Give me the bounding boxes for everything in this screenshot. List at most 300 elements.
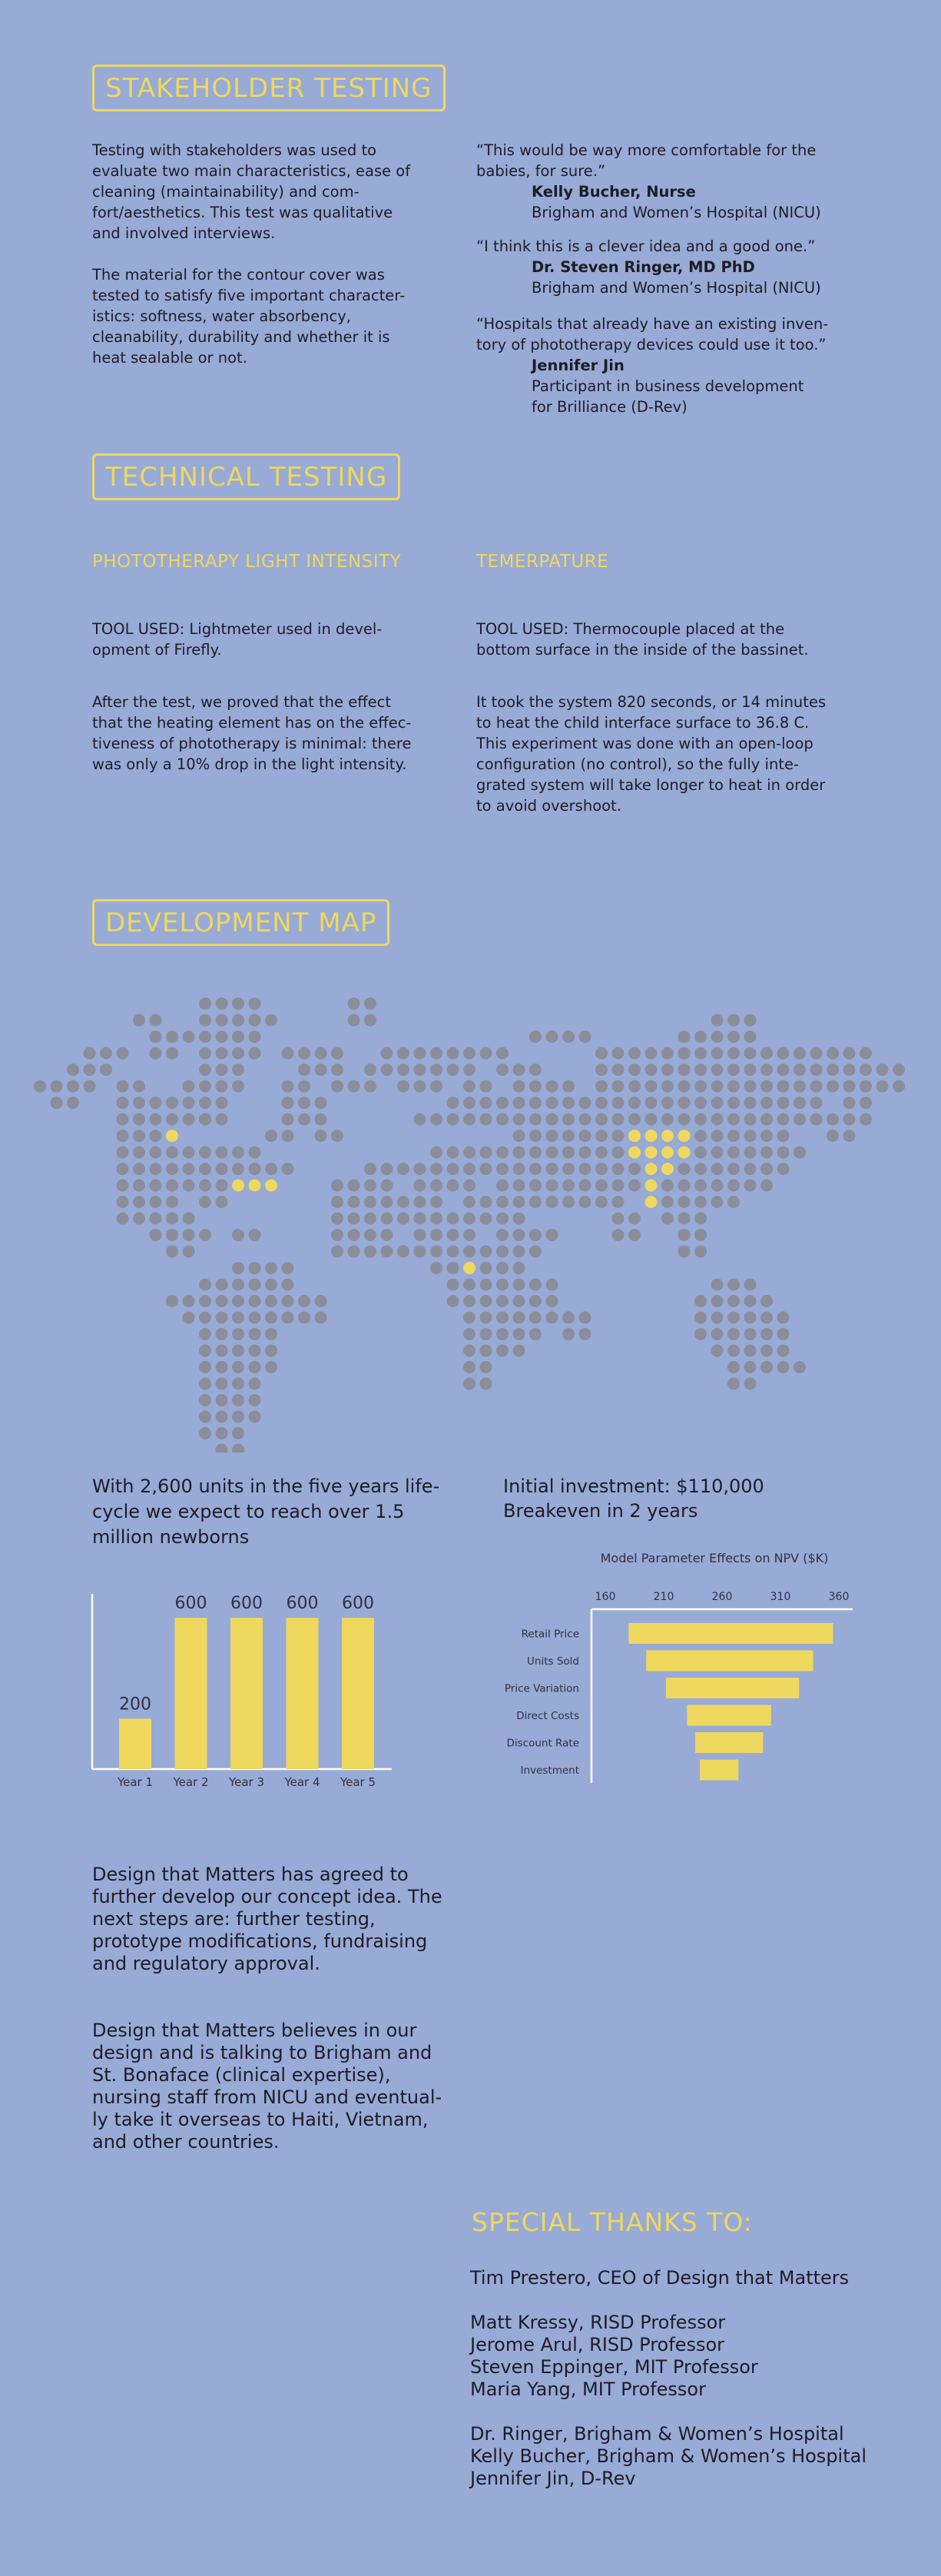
map-dot [232,1229,244,1241]
map-dot [694,1229,707,1241]
map-dot [249,1229,261,1241]
map-dot [760,1147,773,1159]
map-dot [216,1312,228,1324]
map-dot [480,1213,492,1225]
map-dot [447,1262,459,1274]
map-dot [678,1064,691,1076]
map-dot [661,1097,674,1109]
map-dot [150,1147,162,1159]
map-dot [430,1114,442,1126]
map-dot [199,1064,211,1076]
map-dot [117,1081,129,1093]
temperature-heading: TEMERPATURE [476,552,609,572]
map-dot [744,1378,757,1390]
map-dot [612,1047,625,1060]
map-dot [612,1213,625,1225]
map-dot [744,1064,757,1076]
map-dot [199,1345,211,1357]
map-dot [447,1114,459,1126]
map-dot [513,1229,525,1241]
map-dot [513,1295,525,1307]
map-dot [562,1114,575,1126]
map-dot [150,1213,162,1225]
map-dot [513,1312,525,1324]
map-dot [282,1312,294,1324]
map-dot [414,1246,426,1258]
map-dot [529,1097,542,1109]
map-dot [480,1097,492,1109]
map-dot [133,1114,145,1126]
map-dot [183,1081,195,1093]
map-dot [760,1180,773,1192]
map-dot [232,1014,244,1027]
map-dot [711,1130,724,1142]
map-dot [397,1213,409,1225]
map-dot [827,1130,839,1142]
map-dot [727,1081,740,1093]
map-dot [463,1328,475,1340]
map-dot [67,1064,79,1076]
map-dot [183,1229,195,1241]
map-dot [232,1147,244,1159]
map-dot [183,1312,195,1324]
map-dot-highlight [645,1196,658,1208]
map-dot [529,1295,542,1307]
thanks-item: Maria Yang, MIT Professor [470,2378,706,2400]
map-dot [463,1378,475,1390]
map-dot [216,1345,228,1357]
map-dot [579,1196,591,1208]
map-dot [760,1312,773,1324]
map-dot [694,1031,707,1043]
map-dot [579,1180,591,1192]
map-dot [727,1130,740,1142]
map-dot-highlight [661,1163,674,1175]
quote-org: Brigham and Women’s Hospital (NICU) [532,204,821,221]
map-dot [199,1279,211,1291]
thanks-item: Kelly Bucher, Brigham & Women’s Hospital [470,2445,866,2467]
map-dot [282,1097,294,1109]
map-dot [150,1196,162,1208]
map-dot-highlight [463,1262,475,1274]
map-dot [348,998,360,1010]
map-dot-highlight [645,1180,658,1192]
map-dot [249,1411,261,1423]
map-dot [199,1031,211,1043]
map-dot [232,1295,244,1307]
map-dot [199,1047,211,1060]
map-dot [199,1114,211,1126]
map-dot [298,1081,310,1093]
map-dot [430,1163,442,1175]
map-dot [364,1163,376,1175]
map-dot [678,1047,691,1060]
map-dot [463,1246,475,1258]
map-dot [843,1114,856,1126]
map-dot [727,1378,740,1390]
map-dot [265,1345,277,1357]
map-dot [463,1047,475,1060]
map-dot [777,1114,790,1126]
map-dot [628,1114,641,1126]
map-dot [150,1014,162,1027]
map-dot [117,1047,129,1060]
map-dot [364,1014,376,1027]
map-dot [529,1328,542,1340]
map-dot [496,1047,509,1060]
map-dot [612,1097,625,1109]
map-dot [645,1097,658,1109]
map-dot [612,1064,625,1076]
map-dot [381,1246,393,1258]
map-dot [315,1047,327,1060]
x-tick-label: 310 [770,1591,791,1603]
map-dot [463,1279,475,1291]
map-dot [513,1213,525,1225]
map-dot [282,1295,294,1307]
map-dot [150,1229,162,1241]
map-dot [414,1213,426,1225]
map-dot [678,1163,691,1175]
map-dot [117,1097,129,1109]
map-dot [133,1180,145,1192]
map-dot [232,1312,244,1324]
map-dot [678,1081,691,1093]
map-dot [711,1345,724,1357]
thanks-title: SPECIAL THANKS TO: [472,2207,753,2237]
map-dot [463,1180,475,1192]
map-dot [810,1064,823,1076]
development-title: DEVELOPMENT MAP [92,899,389,946]
map-dot [430,1229,442,1241]
map-dot [216,1411,228,1423]
map-dot [546,1163,558,1175]
map-dot [727,1097,740,1109]
y-category-label: Price Variation [504,1682,579,1695]
map-dot [579,1130,591,1142]
map-dot [166,1163,178,1175]
map-dot [117,1147,129,1159]
map-dot [249,998,261,1010]
map-dot [727,1279,740,1291]
map-dot [381,1180,393,1192]
map-dot [331,1081,343,1093]
map-dot [480,1345,492,1357]
map-dot [133,1097,145,1109]
map-dot [216,1378,228,1390]
x-tick-label: Year 2 [173,1775,209,1789]
map-dot [612,1180,625,1192]
map-dot [496,1147,509,1159]
map-dot [331,1047,343,1060]
map-dot [893,1081,905,1093]
map-dot [827,1081,839,1093]
map-dot [496,1213,509,1225]
map-dot [744,1114,757,1126]
map-dot [513,1097,525,1109]
map-dot [760,1081,773,1093]
map-dot [827,1047,839,1060]
map-dot [496,1312,509,1324]
map-dot [513,1279,525,1291]
map-dot [727,1163,740,1175]
map-dot [711,1147,724,1159]
map-dot [331,1180,343,1192]
stakeholder-para1: Testing with stakeholders was used to evaluate two main characteristics, ease of cleaning (maintainability) and com-fort/aesthetics. This test was qualitative and involved interviews. [92,141,411,242]
map-dot [480,1246,492,1258]
map-dot [628,1213,641,1225]
map-dot [183,1180,195,1192]
map-dot [628,1229,641,1241]
quote-text: “I think this is a clever idea and a good one.” [476,237,816,255]
map-dot [794,1081,806,1093]
map-dot [199,1097,211,1109]
stakeholder-para2: The material for the contour cover was tested to satisfy five important character-istics: softness, water absorbency, cleanability, durability and whether it is heat sealable or not. [92,266,406,367]
map-dot [595,1130,608,1142]
map-dot [744,1295,757,1307]
map-dot [893,1064,905,1076]
map-dot [364,998,376,1010]
x-tick-label: 210 [653,1591,674,1603]
map-dot [760,1047,773,1060]
map-dot [496,1262,509,1274]
map-dot [777,1345,790,1357]
map-dot [496,1097,509,1109]
map-dot [331,1213,343,1225]
map-dot [397,1196,409,1208]
map-dot [694,1196,707,1208]
map-dot [463,1081,475,1093]
map-dot [843,1064,856,1076]
map-dot [199,1180,211,1192]
map-dot [298,1114,310,1126]
map-dot [612,1196,625,1208]
map-dot [694,1097,707,1109]
map-dot [661,1213,674,1225]
map-dot [150,1180,162,1192]
map-dot [348,1196,360,1208]
map-dot [645,1064,658,1076]
map-dot [513,1328,525,1340]
map-dot [430,1213,442,1225]
map-dot [777,1361,790,1373]
map-dot [381,1047,393,1060]
map-dot [430,1047,442,1060]
map-dot [199,1378,211,1390]
quote-org: Participant in business development for Brilliance (D-Rev) [532,377,804,416]
map-dot [249,1014,261,1027]
map-dot [216,1180,228,1192]
quote-text: “This would be way more comfortable for the babies, for sure.” [476,141,817,180]
map-dot [51,1097,63,1109]
map-dot [480,1378,492,1390]
map-dot [727,1345,740,1357]
map-dot [711,1031,724,1043]
map-dot [513,1064,525,1076]
map-dot [67,1097,79,1109]
map-dot [546,1279,558,1291]
map-dot [678,1229,691,1241]
map-dot [232,1262,244,1274]
map-dot [744,1361,757,1373]
map-dot [480,1262,492,1274]
technical-title: TECHNICAL TESTING [92,453,400,500]
map-dot [150,1047,162,1060]
map-dot [562,1312,575,1324]
map-dot [876,1064,889,1076]
x-tick-label: Year 1 [117,1775,154,1789]
map-dot [117,1163,129,1175]
thanks-list [470,2267,866,2490]
map-dot [381,1213,393,1225]
map-dot [133,1147,145,1159]
map-dot [447,1097,459,1109]
map-dot [232,1345,244,1357]
map-dot [529,1081,542,1093]
map-dot [760,1114,773,1126]
map-dot [843,1130,856,1142]
bar-value-label: 600 [174,1594,207,1614]
map-dot-highlight [628,1130,641,1142]
map-dot [513,1163,525,1175]
map-dot [364,1180,376,1192]
map-dot [628,1064,641,1076]
map-dot [430,1246,442,1258]
map-dot [760,1361,773,1373]
map-dot [414,1163,426,1175]
map-dot [760,1130,773,1142]
map-dot [216,1295,228,1307]
bar [342,1618,374,1769]
map-dot [249,1295,261,1307]
map-dot [430,1064,442,1076]
map-dot [678,1246,691,1258]
map-dot [794,1064,806,1076]
map-dot [694,1328,707,1340]
map-dot [430,1180,442,1192]
map-dot [513,1262,525,1274]
map-dot [183,1213,195,1225]
bar-value-label: 600 [230,1594,263,1614]
map-dot [810,1081,823,1093]
map-dot [744,1047,757,1060]
map-dot [612,1229,625,1241]
map-dot [810,1114,823,1126]
map-dot [744,1180,757,1192]
map-dot [480,1295,492,1307]
npv-tornado-chart [492,1545,860,1798]
map-dot [694,1081,707,1093]
thanks-item: Matt Kressy, RISD Professor [470,2312,726,2333]
map-dot [364,1229,376,1241]
quote-1 [476,140,837,223]
map-dot [282,1047,294,1060]
map-dot [216,1047,228,1060]
stakeholder-text [92,140,415,368]
map-dot [133,1196,145,1208]
npv-bar [687,1705,770,1726]
map-dot [711,1064,724,1076]
map-dot [166,1180,178,1192]
map-dot [166,1196,178,1208]
map-dot [529,1163,542,1175]
map-dot [645,1047,658,1060]
map-dot [579,1114,591,1126]
map-dot [760,1328,773,1340]
map-dot [480,1114,492,1126]
map-dot [513,1180,525,1192]
map-dot [628,1081,641,1093]
map-dot [265,1014,277,1027]
map-dot [298,1295,310,1307]
map-dot [678,1097,691,1109]
map-dot [364,1213,376,1225]
map-dot [860,1081,872,1093]
map-dot [315,1097,327,1109]
map-dot [661,1081,674,1093]
map-dot [430,1262,442,1274]
map-dot [546,1312,558,1324]
map-dot [183,1147,195,1159]
map-dot [199,1295,211,1307]
map-dot [117,1196,129,1208]
map-dot [711,1097,724,1109]
map-dot [562,1081,575,1093]
map-dot [265,1361,277,1373]
map-dot [496,1114,509,1126]
map-dot [562,1328,575,1340]
map-dot [661,1180,674,1192]
map-dot [546,1180,558,1192]
next-steps-para2: Design that Matters believes in our design and is talking to Brigham and St. Bonaface (clinical expertise), nursing staff from NICU and eventual-ly take it overseas to Haiti, Vietnam, and other countries. [92,2020,442,2153]
map-dot [315,1312,327,1324]
map-dot [546,1031,558,1043]
map-dot [348,1213,360,1225]
map-dot [232,1279,244,1291]
map-dot [232,1378,244,1390]
map-dot [249,1361,261,1373]
map-dot [727,1295,740,1307]
map-dot [678,1031,691,1043]
map-dot [166,1246,178,1258]
map-dot [381,1229,393,1241]
map-dot-highlight [166,1130,178,1142]
map-dot [199,1328,211,1340]
map-dot [546,1147,558,1159]
map-dot [529,1031,542,1043]
map-dot [232,1444,244,1453]
map-dot [744,1081,757,1093]
map-dot [232,1394,244,1406]
map-dot [249,1047,261,1060]
quote-text: “Hospitals that already have an existing inven-tory of phototherapy devices could use it too.” [476,315,829,354]
map-dot [282,1163,294,1175]
map-dot [727,1014,740,1027]
map-dot [315,1295,327,1307]
bar [119,1718,151,1769]
map-dot [133,1130,145,1142]
map-dot [529,1130,542,1142]
map-dot [579,1097,591,1109]
map-dot [331,1229,343,1241]
map-dot [744,1345,757,1357]
map-dot [463,1097,475,1109]
map-dot-highlight [628,1147,641,1159]
map-dot [513,1130,525,1142]
map-dot [150,1031,162,1043]
map-dot [133,1213,145,1225]
map-dot [117,1213,129,1225]
